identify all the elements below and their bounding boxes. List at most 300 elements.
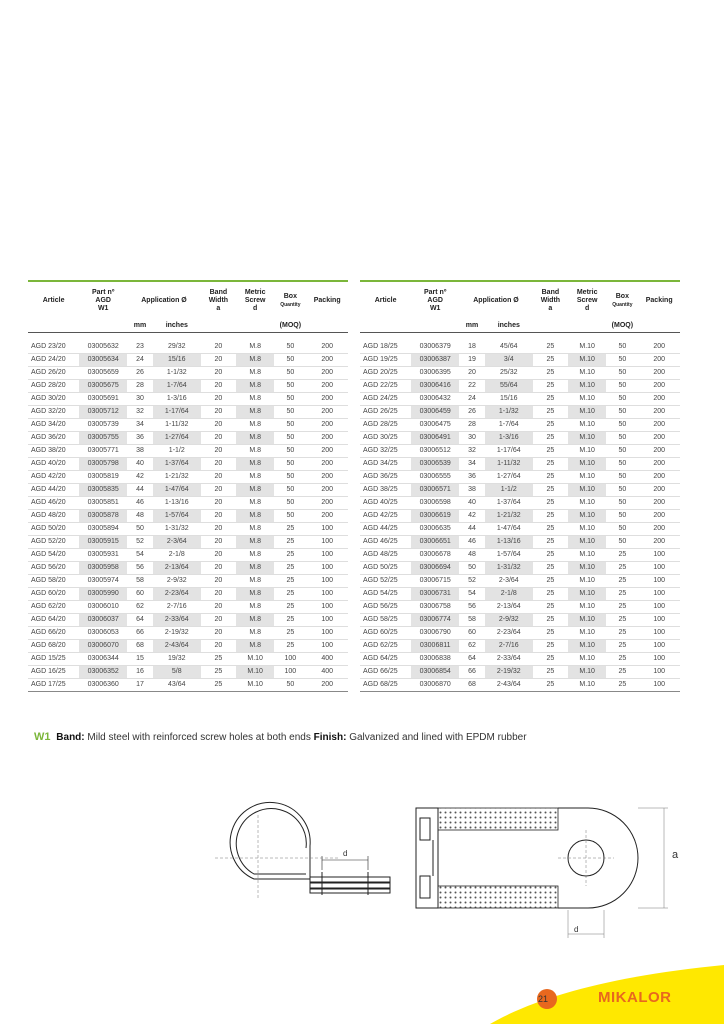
table-cell: 100 xyxy=(638,614,680,627)
table-cell: 25 xyxy=(533,497,568,510)
table-row xyxy=(360,549,680,562)
table-cell: AGD 42/20 xyxy=(28,471,79,484)
table-cell: 03006416 xyxy=(411,380,459,393)
table-cell: 25 xyxy=(274,588,306,601)
table-cell: 1-57/64 xyxy=(485,549,533,562)
table-cell: M.10 xyxy=(568,341,606,354)
table-cell: 200 xyxy=(638,536,680,549)
table-row xyxy=(360,471,680,484)
table-cell: 200 xyxy=(638,367,680,380)
table-cell: 25 xyxy=(533,341,568,354)
table-cell: 28 xyxy=(459,419,485,432)
table-row xyxy=(360,510,680,523)
table-cell: 03006387 xyxy=(411,354,459,367)
table-cell: AGD 66/25 xyxy=(360,666,411,679)
table-cell: AGD 34/20 xyxy=(28,419,79,432)
table-cell: 50 xyxy=(274,367,306,380)
table-cell: 20 xyxy=(201,510,236,523)
table-cell: 03005659 xyxy=(79,367,127,380)
table-cell: 62 xyxy=(127,601,153,614)
table-row xyxy=(360,653,680,666)
table-cell: 20 xyxy=(201,445,236,458)
table-cell: 200 xyxy=(306,380,348,393)
table-cell: M.8 xyxy=(236,367,274,380)
spec-table-right xyxy=(360,280,680,692)
table-cell: 52 xyxy=(127,536,153,549)
table-row xyxy=(360,679,680,692)
table-cell: 32 xyxy=(459,445,485,458)
table-cell: 20 xyxy=(201,588,236,601)
note-code: W1 xyxy=(34,731,51,743)
table-cell: 1-31/32 xyxy=(485,562,533,575)
table-cell: M.8 xyxy=(236,341,274,354)
table-cell: 03005915 xyxy=(79,536,127,549)
table-cell: AGD 40/20 xyxy=(28,458,79,471)
table-cell: 200 xyxy=(638,510,680,523)
table-cell: 25 xyxy=(606,627,638,640)
table-cell: 03005771 xyxy=(79,445,127,458)
table-cell: AGD 28/20 xyxy=(28,380,79,393)
table-cell: 25 xyxy=(533,406,568,419)
table-cell: 64 xyxy=(127,614,153,627)
table-cell: M.10 xyxy=(568,549,606,562)
table-cell: 1-11/32 xyxy=(153,419,201,432)
table-cell: 42 xyxy=(127,471,153,484)
table-cell: AGD 30/25 xyxy=(360,432,411,445)
table-cell: 100 xyxy=(638,588,680,601)
header-metric-screw: Metric Screw d xyxy=(576,289,598,312)
table-cell: M.10 xyxy=(568,679,606,692)
table-cell: 100 xyxy=(638,562,680,575)
table-cell: 100 xyxy=(274,653,306,666)
table-cell: 03005974 xyxy=(79,575,127,588)
table-cell: 03005755 xyxy=(79,432,127,445)
table-cell: 100 xyxy=(306,549,348,562)
table-row xyxy=(360,458,680,471)
table-cell: 2-43/64 xyxy=(485,679,533,692)
header-box-quantity: Box Quantity xyxy=(280,293,301,308)
table-cell: 200 xyxy=(638,354,680,367)
table-cell: 2-9/32 xyxy=(485,614,533,627)
table-cell: 34 xyxy=(459,458,485,471)
table-cell: 2-23/64 xyxy=(485,627,533,640)
table-cell: 20 xyxy=(201,354,236,367)
table-cell: 200 xyxy=(638,484,680,497)
table-row xyxy=(360,432,680,445)
table-cell: 200 xyxy=(306,458,348,471)
header-article: Article xyxy=(374,297,397,304)
table-row xyxy=(28,341,348,354)
table-cell: 25 xyxy=(606,575,638,588)
table-cell: AGD 36/20 xyxy=(28,432,79,445)
table-row xyxy=(28,484,348,497)
dimension-label-a: a xyxy=(672,849,679,861)
table-cell: 50 xyxy=(606,341,638,354)
table-cell: 20 xyxy=(201,484,236,497)
table-cell: 25 xyxy=(533,471,568,484)
table-cell: M.10 xyxy=(568,445,606,458)
table-row xyxy=(28,367,348,380)
header-band-width: Band Width a xyxy=(540,289,561,312)
table-cell: 03006811 xyxy=(411,640,459,653)
table-cell: 25 xyxy=(533,445,568,458)
table-cell: 03005712 xyxy=(79,406,127,419)
table-cell: 25 xyxy=(533,588,568,601)
table-cell: M.10 xyxy=(568,666,606,679)
table-cell: 20 xyxy=(201,432,236,445)
table-row xyxy=(360,562,680,575)
table-cell: 48 xyxy=(127,510,153,523)
table-cell: AGD 56/25 xyxy=(360,601,411,614)
table-cell: M.10 xyxy=(568,562,606,575)
table-row xyxy=(28,458,348,471)
note-band-label: Band: xyxy=(56,732,85,743)
table-cell: M.10 xyxy=(568,523,606,536)
table-cell: 2-1/8 xyxy=(485,588,533,601)
table-cell: 1-21/32 xyxy=(485,510,533,523)
header-packing: Packing xyxy=(645,297,673,304)
table-cell: 40 xyxy=(127,458,153,471)
table-cell: M.8 xyxy=(236,601,274,614)
table-cell: 45/64 xyxy=(485,341,533,354)
table xyxy=(28,282,348,692)
table-cell: 5/8 xyxy=(153,666,201,679)
table-cell: 43/64 xyxy=(153,679,201,692)
table-cell: AGD 32/25 xyxy=(360,445,411,458)
table-cell: M.8 xyxy=(236,471,274,484)
table-cell: 50 xyxy=(459,562,485,575)
table-cell: 68 xyxy=(127,640,153,653)
table-cell: 25 xyxy=(606,562,638,575)
table-cell: 34 xyxy=(127,419,153,432)
table-cell: 64 xyxy=(459,653,485,666)
table-cell: 25 xyxy=(533,679,568,692)
table-cell: 400 xyxy=(306,666,348,679)
table-cell: 100 xyxy=(306,562,348,575)
table-cell: 03006379 xyxy=(411,341,459,354)
table-cell: M.8 xyxy=(236,627,274,640)
table-cell: 50 xyxy=(274,354,306,367)
header-inches: inches xyxy=(485,320,533,332)
table-cell: 100 xyxy=(638,640,680,653)
table-cell: 3/4 xyxy=(485,354,533,367)
table-cell: M.10 xyxy=(568,653,606,666)
table-cell: 50 xyxy=(606,445,638,458)
table-cell: 25 xyxy=(274,614,306,627)
table-cell: 200 xyxy=(306,679,348,692)
table-cell: 2-33/64 xyxy=(485,653,533,666)
table-row xyxy=(360,354,680,367)
table-cell: M.10 xyxy=(568,419,606,432)
table-cell: 2-13/64 xyxy=(485,601,533,614)
table-cell: 03005634 xyxy=(79,354,127,367)
table-cell: 50 xyxy=(606,471,638,484)
header-mm: mm xyxy=(127,320,153,332)
table-row xyxy=(360,445,680,458)
table-cell: 1-47/64 xyxy=(153,484,201,497)
table-cell: 2-19/32 xyxy=(485,666,533,679)
table-cell: 03005990 xyxy=(79,588,127,601)
table-cell: 42 xyxy=(459,510,485,523)
table-cell: 25 xyxy=(533,614,568,627)
header-moq: (MOQ) xyxy=(274,320,306,332)
table-cell: 19 xyxy=(459,354,485,367)
table-cell: 1-21/32 xyxy=(153,471,201,484)
table-row xyxy=(28,419,348,432)
table-cell: 03006344 xyxy=(79,653,127,666)
table-cell: M.10 xyxy=(568,406,606,419)
table-cell: 200 xyxy=(638,419,680,432)
table-cell: 20 xyxy=(201,458,236,471)
table-row xyxy=(360,627,680,640)
table-cell: AGD 50/20 xyxy=(28,523,79,536)
table-cell: 03006870 xyxy=(411,679,459,692)
table-cell: 100 xyxy=(306,536,348,549)
table-cell: 1-31/32 xyxy=(153,523,201,536)
table-cell: 200 xyxy=(638,406,680,419)
table-cell: 25 xyxy=(606,601,638,614)
table-cell: 03006053 xyxy=(79,627,127,640)
table-row xyxy=(360,393,680,406)
table-cell: 25 xyxy=(533,458,568,471)
table-cell: M.10 xyxy=(568,575,606,588)
table-cell: 2-43/64 xyxy=(153,640,201,653)
table-cell: 32 xyxy=(127,406,153,419)
table-cell: 20 xyxy=(201,471,236,484)
table-cell: 20 xyxy=(201,562,236,575)
table-row xyxy=(28,627,348,640)
table-cell: 1-57/64 xyxy=(153,510,201,523)
table-cell: 50 xyxy=(274,432,306,445)
table-row xyxy=(28,406,348,419)
table-cell: 20 xyxy=(201,575,236,588)
table-cell: 03005931 xyxy=(79,549,127,562)
table-row xyxy=(28,497,348,510)
table-cell: 56 xyxy=(127,562,153,575)
table-cell: 03006651 xyxy=(411,536,459,549)
dimension-label-d: d xyxy=(343,849,348,858)
table-row xyxy=(360,640,680,653)
table-cell: 20 xyxy=(201,406,236,419)
table-cell: 25 xyxy=(533,653,568,666)
table-cell: 100 xyxy=(306,575,348,588)
table-cell: 03006459 xyxy=(411,406,459,419)
table-cell: 25 xyxy=(533,575,568,588)
table-cell: 200 xyxy=(638,458,680,471)
table-cell: 25 xyxy=(533,666,568,679)
table-row xyxy=(360,588,680,601)
table-cell: 25 xyxy=(201,653,236,666)
table-cell: 46 xyxy=(127,497,153,510)
table-cell: 50 xyxy=(274,380,306,393)
header-part-number: Part nº AGD W1 xyxy=(423,289,447,312)
table-cell: 200 xyxy=(306,406,348,419)
table-cell: 50 xyxy=(274,406,306,419)
table-cell: 55/64 xyxy=(485,380,533,393)
table-cell: AGD 50/25 xyxy=(360,562,411,575)
table-cell: 58 xyxy=(459,614,485,627)
table-cell: 200 xyxy=(638,445,680,458)
table-row xyxy=(360,419,680,432)
table-cell: 25 xyxy=(606,679,638,692)
table-cell: 50 xyxy=(274,484,306,497)
table-cell: AGD 23/20 xyxy=(28,341,79,354)
table-cell: 2-1/8 xyxy=(153,549,201,562)
table-cell: M.8 xyxy=(236,575,274,588)
table-cell: 50 xyxy=(274,679,306,692)
table-cell: 1-7/64 xyxy=(153,380,201,393)
table-cell: AGD 54/25 xyxy=(360,588,411,601)
table-cell: 03006352 xyxy=(79,666,127,679)
table-cell: AGD 32/20 xyxy=(28,406,79,419)
table-cell: 1-47/64 xyxy=(485,523,533,536)
table-cell: M.8 xyxy=(236,523,274,536)
table-cell: 38 xyxy=(459,484,485,497)
table-cell: AGD 60/25 xyxy=(360,627,411,640)
table-cell: 2-3/64 xyxy=(153,536,201,549)
table-row xyxy=(360,575,680,588)
header-moq: (MOQ) xyxy=(606,320,638,332)
table-cell: AGD 68/25 xyxy=(360,679,411,692)
table-cell: 25 xyxy=(274,536,306,549)
table-cell: 100 xyxy=(306,614,348,627)
table-cell: 56 xyxy=(459,601,485,614)
table-cell: M.10 xyxy=(568,588,606,601)
table-cell: 36 xyxy=(127,432,153,445)
table-cell: 25 xyxy=(201,679,236,692)
table-cell: 03006037 xyxy=(79,614,127,627)
table-cell: 50 xyxy=(606,393,638,406)
table-cell: 03006619 xyxy=(411,510,459,523)
table-cell: 30 xyxy=(127,393,153,406)
table-cell: 24 xyxy=(459,393,485,406)
table-cell: 25 xyxy=(274,549,306,562)
table-cell: AGD 24/25 xyxy=(360,393,411,406)
table-cell: 03005835 xyxy=(79,484,127,497)
table-cell: 20 xyxy=(201,614,236,627)
table-cell: 28 xyxy=(127,380,153,393)
table-cell: 25 xyxy=(533,393,568,406)
table-cell: 03006491 xyxy=(411,432,459,445)
table-cell: 15/16 xyxy=(485,393,533,406)
table-cell: AGD 28/25 xyxy=(360,419,411,432)
table-cell: 50 xyxy=(274,458,306,471)
table-cell: 1-1/32 xyxy=(485,406,533,419)
table-cell: 1-17/64 xyxy=(485,445,533,458)
table-cell: AGD 22/25 xyxy=(360,380,411,393)
table-cell: 50 xyxy=(606,510,638,523)
table-cell: 1-7/64 xyxy=(485,419,533,432)
table-cell: 03006774 xyxy=(411,614,459,627)
table-cell: 25 xyxy=(274,575,306,588)
table-cell: AGD 46/20 xyxy=(28,497,79,510)
table-cell: AGD 68/20 xyxy=(28,640,79,653)
header-metric-screw: Metric Screw d xyxy=(244,289,266,312)
table-row xyxy=(28,354,348,367)
note-finish-text: Galvanized and lined with EPDM rubber xyxy=(349,732,527,743)
table xyxy=(360,282,680,692)
table-cell: M.8 xyxy=(236,549,274,562)
table-cell: 20 xyxy=(201,341,236,354)
table-cell: 1-1/2 xyxy=(485,484,533,497)
table-cell: AGD 62/25 xyxy=(360,640,411,653)
table-row xyxy=(28,536,348,549)
table-row xyxy=(28,588,348,601)
table-cell: M.8 xyxy=(236,484,274,497)
table-row xyxy=(28,614,348,627)
table-cell: 100 xyxy=(306,640,348,653)
table-cell: 19/32 xyxy=(153,653,201,666)
table-cell: 25 xyxy=(606,653,638,666)
table-cell: 60 xyxy=(127,588,153,601)
table-cell: AGD 58/25 xyxy=(360,614,411,627)
table-cell: 1-37/64 xyxy=(153,458,201,471)
table-cell: 50 xyxy=(606,380,638,393)
table-cell: 1-13/16 xyxy=(485,536,533,549)
table-cell: 17 xyxy=(127,679,153,692)
table-cell: 25 xyxy=(606,614,638,627)
table-cell: 25 xyxy=(533,627,568,640)
table-cell: 50 xyxy=(606,367,638,380)
header-inches: inches xyxy=(153,320,201,332)
table-cell: 50 xyxy=(606,419,638,432)
table-cell: 03006010 xyxy=(79,601,127,614)
table-cell: M.8 xyxy=(236,614,274,627)
note-band-text: Mild steel with reinforced screw holes at both ends xyxy=(87,732,311,743)
table-cell: M.8 xyxy=(236,458,274,471)
table-cell: AGD 30/20 xyxy=(28,393,79,406)
table-cell: M.8 xyxy=(236,640,274,653)
table-cell: 25 xyxy=(274,640,306,653)
table-cell: 26 xyxy=(459,406,485,419)
table-cell: 1-1/32 xyxy=(153,367,201,380)
table-row xyxy=(28,666,348,679)
table-cell: M.8 xyxy=(236,510,274,523)
table-cell: 100 xyxy=(638,575,680,588)
table-cell: AGD 34/25 xyxy=(360,458,411,471)
table-cell: 50 xyxy=(606,406,638,419)
table-row xyxy=(360,380,680,393)
header-band-width: Band Width a xyxy=(208,289,229,312)
header-application: Application Ø xyxy=(473,297,519,304)
table-cell: 03006395 xyxy=(411,367,459,380)
dimension-label-d: d xyxy=(574,925,579,934)
table-row xyxy=(360,484,680,497)
table-cell: M.10 xyxy=(568,627,606,640)
table-cell: 36 xyxy=(459,471,485,484)
clamp-side-diagram xyxy=(210,790,400,910)
table-cell: 25 xyxy=(606,640,638,653)
table-row xyxy=(360,406,680,419)
table-cell: 100 xyxy=(306,627,348,640)
table-cell: 1-11/32 xyxy=(485,458,533,471)
table-cell: 100 xyxy=(638,679,680,692)
table-cell: 15/16 xyxy=(153,354,201,367)
table-cell: 03006598 xyxy=(411,497,459,510)
table-cell: 03006838 xyxy=(411,653,459,666)
table-row xyxy=(28,393,348,406)
brand-logo: MIKALOR xyxy=(598,989,672,1006)
table-cell: M.10 xyxy=(236,653,274,666)
table-cell: 200 xyxy=(306,471,348,484)
table-cell: 62 xyxy=(459,640,485,653)
table-cell: 25 xyxy=(606,588,638,601)
table-cell: 26 xyxy=(127,367,153,380)
table-cell: 03006475 xyxy=(411,419,459,432)
table-cell: 50 xyxy=(274,445,306,458)
table-cell: 25 xyxy=(274,523,306,536)
table-cell: 20 xyxy=(201,393,236,406)
